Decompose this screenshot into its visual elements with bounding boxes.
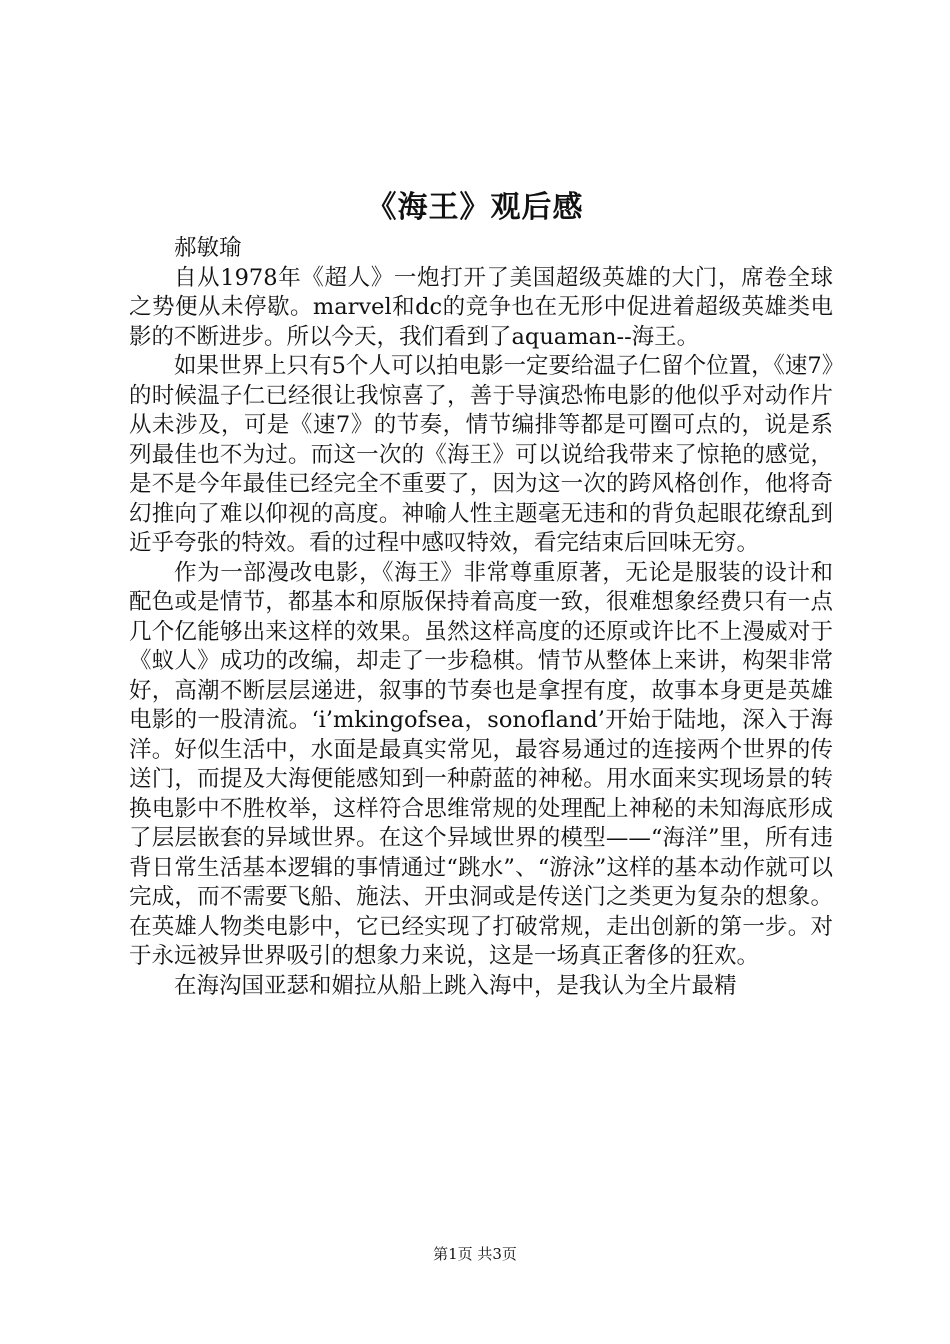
page-footer: 第1页 共3页 xyxy=(433,1245,517,1263)
paragraph: 自从1978年《超人》一炮打开了美国超级英雄的大门，席卷全球之势便从未停歇。marvel和dc的竞争也在无形中促进着超级英雄类电影的不断进步。所以今天，我们看到了aquaman--海王。 xyxy=(129,264,833,350)
paragraph: 作为一部漫改电影，《海王》非常尊重原著，无论是服装的设计和配色或是情节，都基本和原版保持着高度一致，很难想象经费只有一点几个亿能够出来这样的效果。虽然这样高度的还原或许比不上漫威对于《蚁人》成功的改编，却走了一步稳棋。情节从整体上来讲，构架非常好，高潮不断层层递进，叙事的节奏也是拿捏有度，故事本身更是英雄电影的一股清流。‘i’mkingofsea，sonofland’开始于陆地，深入于海洋。好似生活中，水面是最真实常见，最容易通过的连接两个世界的传送门，而提及大海便能感知到一种蔚蓝的神秘。用水面来实现场景的转换电影中不胜枚举，这样符合思维常规的处理配上神秘的未知海底形成了层层嵌套的异域世界。在这个异域世界的模型——“海洋”里，所有违背日常生活基本逻辑的事情通过“跳水”、“游泳”这样的基本动作就可以完成，而不需要飞船、施法、开虫洞或是传送门之类更为复杂的想象。在英雄人物类电影中，它已经实现了打破常规，走出创新的第一步。对于永远被异世界吸引的想象力来说，这是一场真正奢侈的狂欢。 xyxy=(129,559,833,969)
paragraph: 如果世界上只有5个人可以拍电影一定要给温子仁留个位置，《速7》的时候温子仁已经很让我惊喜了，善于导演恐怖电影的他似乎对动作片从未涉及，可是《速7》的节奏，情节编排等都是可圈可点的，说是系列最佳也不为过。而这一次的《海王》可以说给我带来了惊艳的感觉，是不是今年最佳已经完全不重要了，因为这一次的跨风格创作，他将奇幻推向了难以仰视的高度。神喻人性主题毫无违和的背负起眼花缭乱到近乎夸张的特效。看的过程中感叹特效，看完结束后回味无穷。 xyxy=(129,353,833,556)
author-name: 郝敏瑜 xyxy=(174,235,242,261)
document-body xyxy=(129,234,833,1001)
document-title: 《海王》观后感 xyxy=(366,190,584,225)
paragraph: 在海沟国亚瑟和媚拉从船上跳入海中，是我认为全片最精 xyxy=(174,972,737,999)
